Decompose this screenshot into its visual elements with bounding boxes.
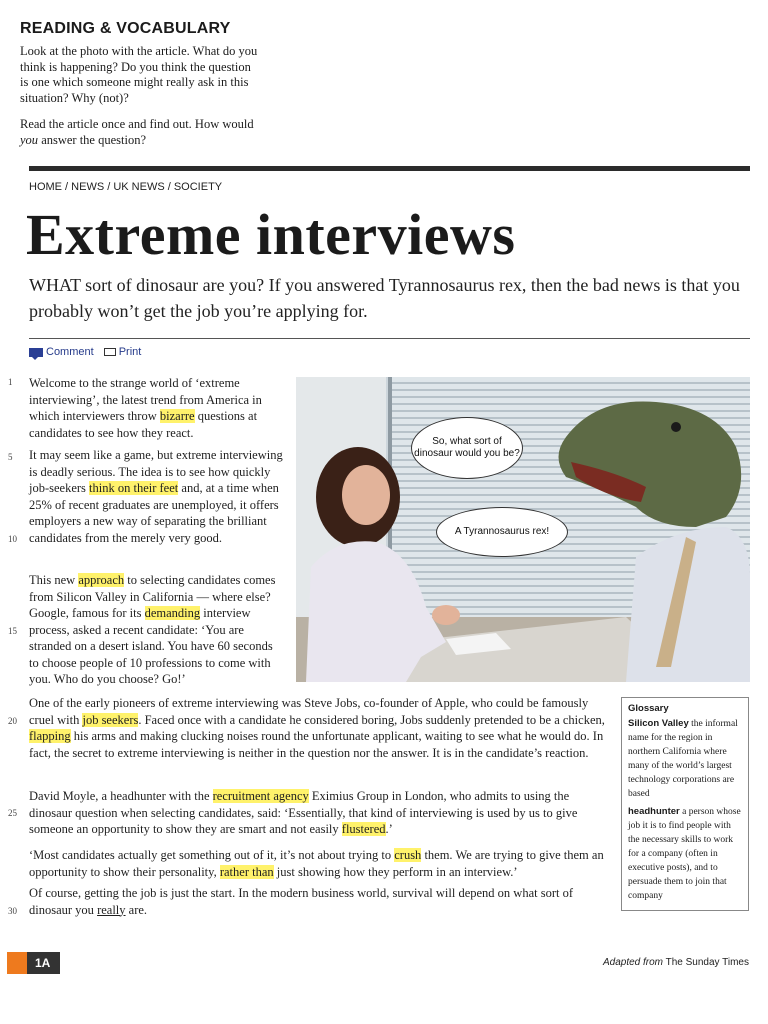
- vocab-highlight: rather than: [219, 864, 274, 879]
- paragraph-text: This new: [29, 573, 79, 587]
- paragraph-text: them. We are trying to give them an opportunity to show their personality,: [29, 848, 604, 879]
- paragraph-text: interview process, asked a recent candidate: ‘You are stranded on a desert island. You have 60 seconds to choose people of 10 professions to come with you. Who do you choose? Go!’: [29, 606, 273, 686]
- line-number: 5: [8, 452, 13, 462]
- article-paragraph-3: [29, 572, 284, 688]
- article-paragraph-1: [29, 375, 284, 441]
- vocab-highlight: job seekers: [82, 712, 139, 727]
- vocab-highlight: think on their feet: [89, 481, 179, 495]
- article-top-rule: [29, 166, 750, 171]
- vocab-highlight: recruitment agency: [212, 789, 309, 803]
- glossary-entry: [628, 716, 742, 800]
- source-prefix: Adapted from: [602, 957, 664, 968]
- paragraph-text: .’: [385, 822, 393, 836]
- unit-label: 1A: [27, 952, 60, 974]
- glossary-title: Glossary: [628, 703, 669, 714]
- paragraph-text: to selecting candidates comes from Silicon Valley in California — where else? Google, famous for its: [29, 573, 276, 620]
- article-paragraph-2: [29, 447, 284, 546]
- paragraph-text: David Moyle, a headhunter with the: [29, 789, 213, 803]
- line-number: 25: [8, 808, 17, 818]
- print-icon: [104, 348, 116, 356]
- article-photo: [296, 377, 750, 682]
- glossary-definition: a person whose job it is to find people with the necessary skills to work for a company (often in executive posts), and to persuade them to join that company: [628, 807, 741, 901]
- paragraph-text: just showing how they perform in an interview.’: [273, 864, 518, 879]
- paragraph-text: Eximius Group in London, who admits to using the dinosaur question when selecting candidates, said: ‘Essentially, that kind of interviewing is used by us to give someone an opportunity to show they are smart and not easily: [29, 789, 578, 836]
- line-number: 1: [8, 377, 13, 387]
- article-paragraph-5: [29, 788, 609, 838]
- intro-task-2: [20, 117, 260, 148]
- article-standfirst: WHAT sort of dinosaur are you? If you answered Tyrannosaurus rex, then the bad news is that you probably won’t get the job you’re applying for.: [29, 275, 740, 321]
- vocab-highlight: flustered: [341, 822, 386, 836]
- source-name: The Sunday Times: [663, 957, 749, 968]
- vocab-underline: really: [97, 902, 126, 917]
- article-tools: [29, 346, 141, 358]
- article-paragraph-6: [29, 847, 609, 880]
- comment-button[interactable]: [29, 346, 94, 358]
- vocab-highlight: approach: [78, 573, 125, 587]
- article-headline: Extreme interviews: [26, 202, 516, 267]
- comment-icon: [29, 348, 43, 357]
- article-paragraph-7: [29, 885, 609, 918]
- source-credit: [603, 957, 749, 968]
- line-number: 30: [8, 906, 17, 916]
- paragraph-text: and, at a time when 25% of recent graduates are unemployed, it offers employers a new way of separating the brilliant candidates from the merely very good.: [29, 481, 279, 545]
- paragraph-text: . Faced once with a candidate he considered boring, Jobs suddenly pretended to be a chicken,: [138, 712, 605, 727]
- section-heading: READING & VOCABULARY: [20, 20, 231, 37]
- intro-task-2-text-end: answer the question?: [38, 132, 147, 147]
- vocab-highlight: flapping: [29, 729, 71, 743]
- paragraph-text: are.: [125, 902, 148, 917]
- glossary-term: Silicon Valley: [628, 718, 689, 729]
- paragraph-text: his arms and making clucking noises round the unfortunate applicant, waiting to see what he would do. In fact, the secret to extreme interviewing is neither in the question nor the answer. It is in the candidate’s reaction.: [29, 729, 604, 760]
- standfirst-divider: [29, 338, 750, 339]
- vocab-highlight: crush: [394, 848, 422, 862]
- paragraph-text: It may seem like a game, but extreme interviewing is deadly serious. The idea is to see how quickly job-seekers: [29, 448, 283, 495]
- speech-bubble-answer: A Tyrannosaurus rex!: [436, 507, 568, 557]
- vocab-highlight: demanding: [144, 606, 201, 620]
- glossary-term: headhunter: [628, 806, 680, 817]
- intro-task-2-text: Read the article once and find out. How would: [20, 117, 254, 131]
- paragraph-text: One of the early pioneers of extreme interviewing was Steve Jobs, co-founder of Apple, who could be famously cruel with: [29, 696, 589, 727]
- vocab-highlight: bizarre: [159, 409, 195, 423]
- article-paragraph-4: [29, 695, 609, 761]
- paragraph-text: ‘Most candidates actually get something out of it, it’s not about trying to: [29, 848, 395, 862]
- glossary-entry: [628, 804, 742, 902]
- print-button[interactable]: [104, 346, 142, 358]
- line-number: 10: [8, 534, 17, 544]
- unit-badge-accent: [7, 952, 27, 974]
- paragraph-text: questions at candidates to see how they react.: [29, 409, 258, 440]
- paragraph-text: Of course, getting the job is just the start. In the modern business world, survival will depend on what sort of dinosaur you: [29, 886, 574, 917]
- intro-task-1: Look at the photo with the article. What do you think is happening? Do you think the question is one which someone might really ask in this situation? Why (not)?: [20, 44, 258, 105]
- unit-badge: [7, 952, 60, 974]
- line-number: 15: [8, 626, 17, 636]
- glossary-definition: the informal name for the region in northern California where many of the world’s largest technology corporations are based: [628, 719, 738, 799]
- print-label: Print: [118, 346, 142, 358]
- line-number: 20: [8, 716, 17, 726]
- paragraph-text: Welcome to the strange world of ‘extreme interviewing’, the latest trend from America in which interviewers throw: [29, 376, 262, 423]
- glossary-box: [621, 697, 749, 911]
- comment-label: Comment: [46, 346, 94, 358]
- speech-bubble-question: So, what sort of dinosaur would you be?: [411, 417, 523, 479]
- intro-task-2-emphasis: you: [20, 132, 39, 147]
- breadcrumb[interactable]: HOME / NEWS / UK NEWS / SOCIETY: [29, 181, 223, 193]
